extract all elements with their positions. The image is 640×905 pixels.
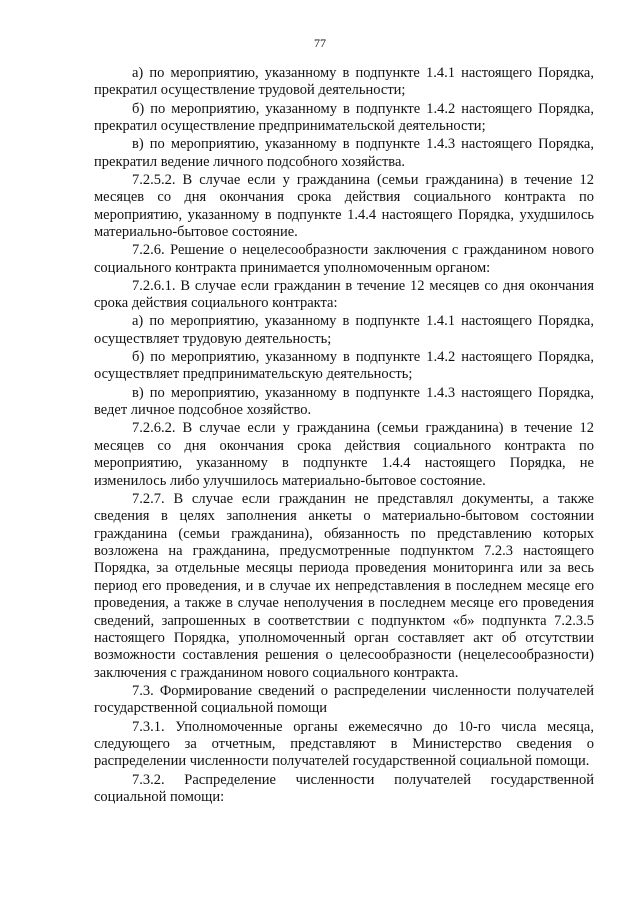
- paragraph-7-2-6: 7.2.6. Решение о нецелесообразности заключения с гражданином нового социального контракта принимается уполномоченным органом:: [94, 242, 594, 276]
- paragraph-7-3-1: 7.3.1. Уполномоченные органы ежемесячно до 10-го числа месяца, следующего за отчетным, представляют в Министерство сведения о распределении численности получателей государственной социальной помощи.: [94, 718, 594, 770]
- paragraph-7-2-5-2: 7.2.5.2. В случае если у гражданина (семьи гражданина) в течение 12 месяцев со дня окончания срока действия социального контракта по мероприятию, указанному в подпункте 1.4.4 настоящего Порядка, ухудшилось материально-бытовое состояние.: [94, 171, 594, 241]
- document-body: [94, 65, 594, 807]
- page-number: 77: [314, 36, 326, 50]
- paragraph-b-2: б) по мероприятию, указанному в подпункте 1.4.2 настоящего Порядка, осуществляет предпринимательскую деятельность;: [94, 349, 594, 383]
- paragraph-7-2-7: 7.2.7. В случае если гражданин не представлял документы, а также сведения в целях заполнения анкеты о материально-бытовом состоянии гражданина (семьи гражданина), обязанность по представлению которых возложена на гражданина, предусмотренные подпунктом 7.2.3 настоящего Порядка, за отдельные месяцы периода проведения мониторинга или за весь период его проведения, и в случае их непредставления в последнем месяце его проведения, а также в случае неполучения в последнем месяце его проведения сведений, запрошенных в соответствии с подпунктом «б» подпункта 7.2.3.5 настоящего Порядка, уполномоченный орган составляет акт об отсутствии возможности составления решения о целесообразности (нецелесообразности) заключения с гражданином нового социального контракта.: [94, 490, 594, 681]
- paragraph-7-3-2: 7.3.2. Распределение численности получателей государственной социальной помощи:: [94, 771, 594, 806]
- paragraph-v-1: в) по мероприятию, указанному в подпункте 1.4.3 настоящего Порядка, прекратил ведение личного подсобного хозяйства.: [94, 136, 594, 170]
- paragraph-b-1: б) по мероприятию, указанному в подпункте 1.4.2 настоящего Порядка, прекратил осуществление предпринимательской деятельности;: [94, 100, 594, 135]
- paragraph-a-2: а) по мероприятию, указанному в подпункте 1.4.1 настоящего Порядка, осуществляет трудовую деятельность;: [94, 313, 594, 347]
- paragraph-a-1: а) по мероприятию, указанному в подпункте 1.4.1 настоящего Порядка, прекратил осуществление трудовой деятельности;: [94, 65, 594, 99]
- paragraph-7-2-6-1: 7.2.6.1. В случае если гражданин в течение 12 месяцев со дня окончания срока действия социального контракта:: [94, 277, 594, 312]
- paragraph-7-2-6-2: 7.2.6.2. В случае если у гражданина (семьи гражданина) в течение 12 месяцев со дня окончания срока действия социального контракта по мероприятию, указанному в подпункте 1.4.4 настоящего Порядка, не изменилось либо улучшилось материально-бытовое состояние.: [94, 420, 594, 489]
- paragraph-v-2: в) по мероприятию, указанному в подпункте 1.4.3 настоящего Порядка, ведет личное подсобное хозяйство.: [94, 384, 594, 419]
- paragraph-7-3: 7.3. Формирование сведений о распределении численности получателей государственной социальной помощи: [94, 682, 594, 717]
